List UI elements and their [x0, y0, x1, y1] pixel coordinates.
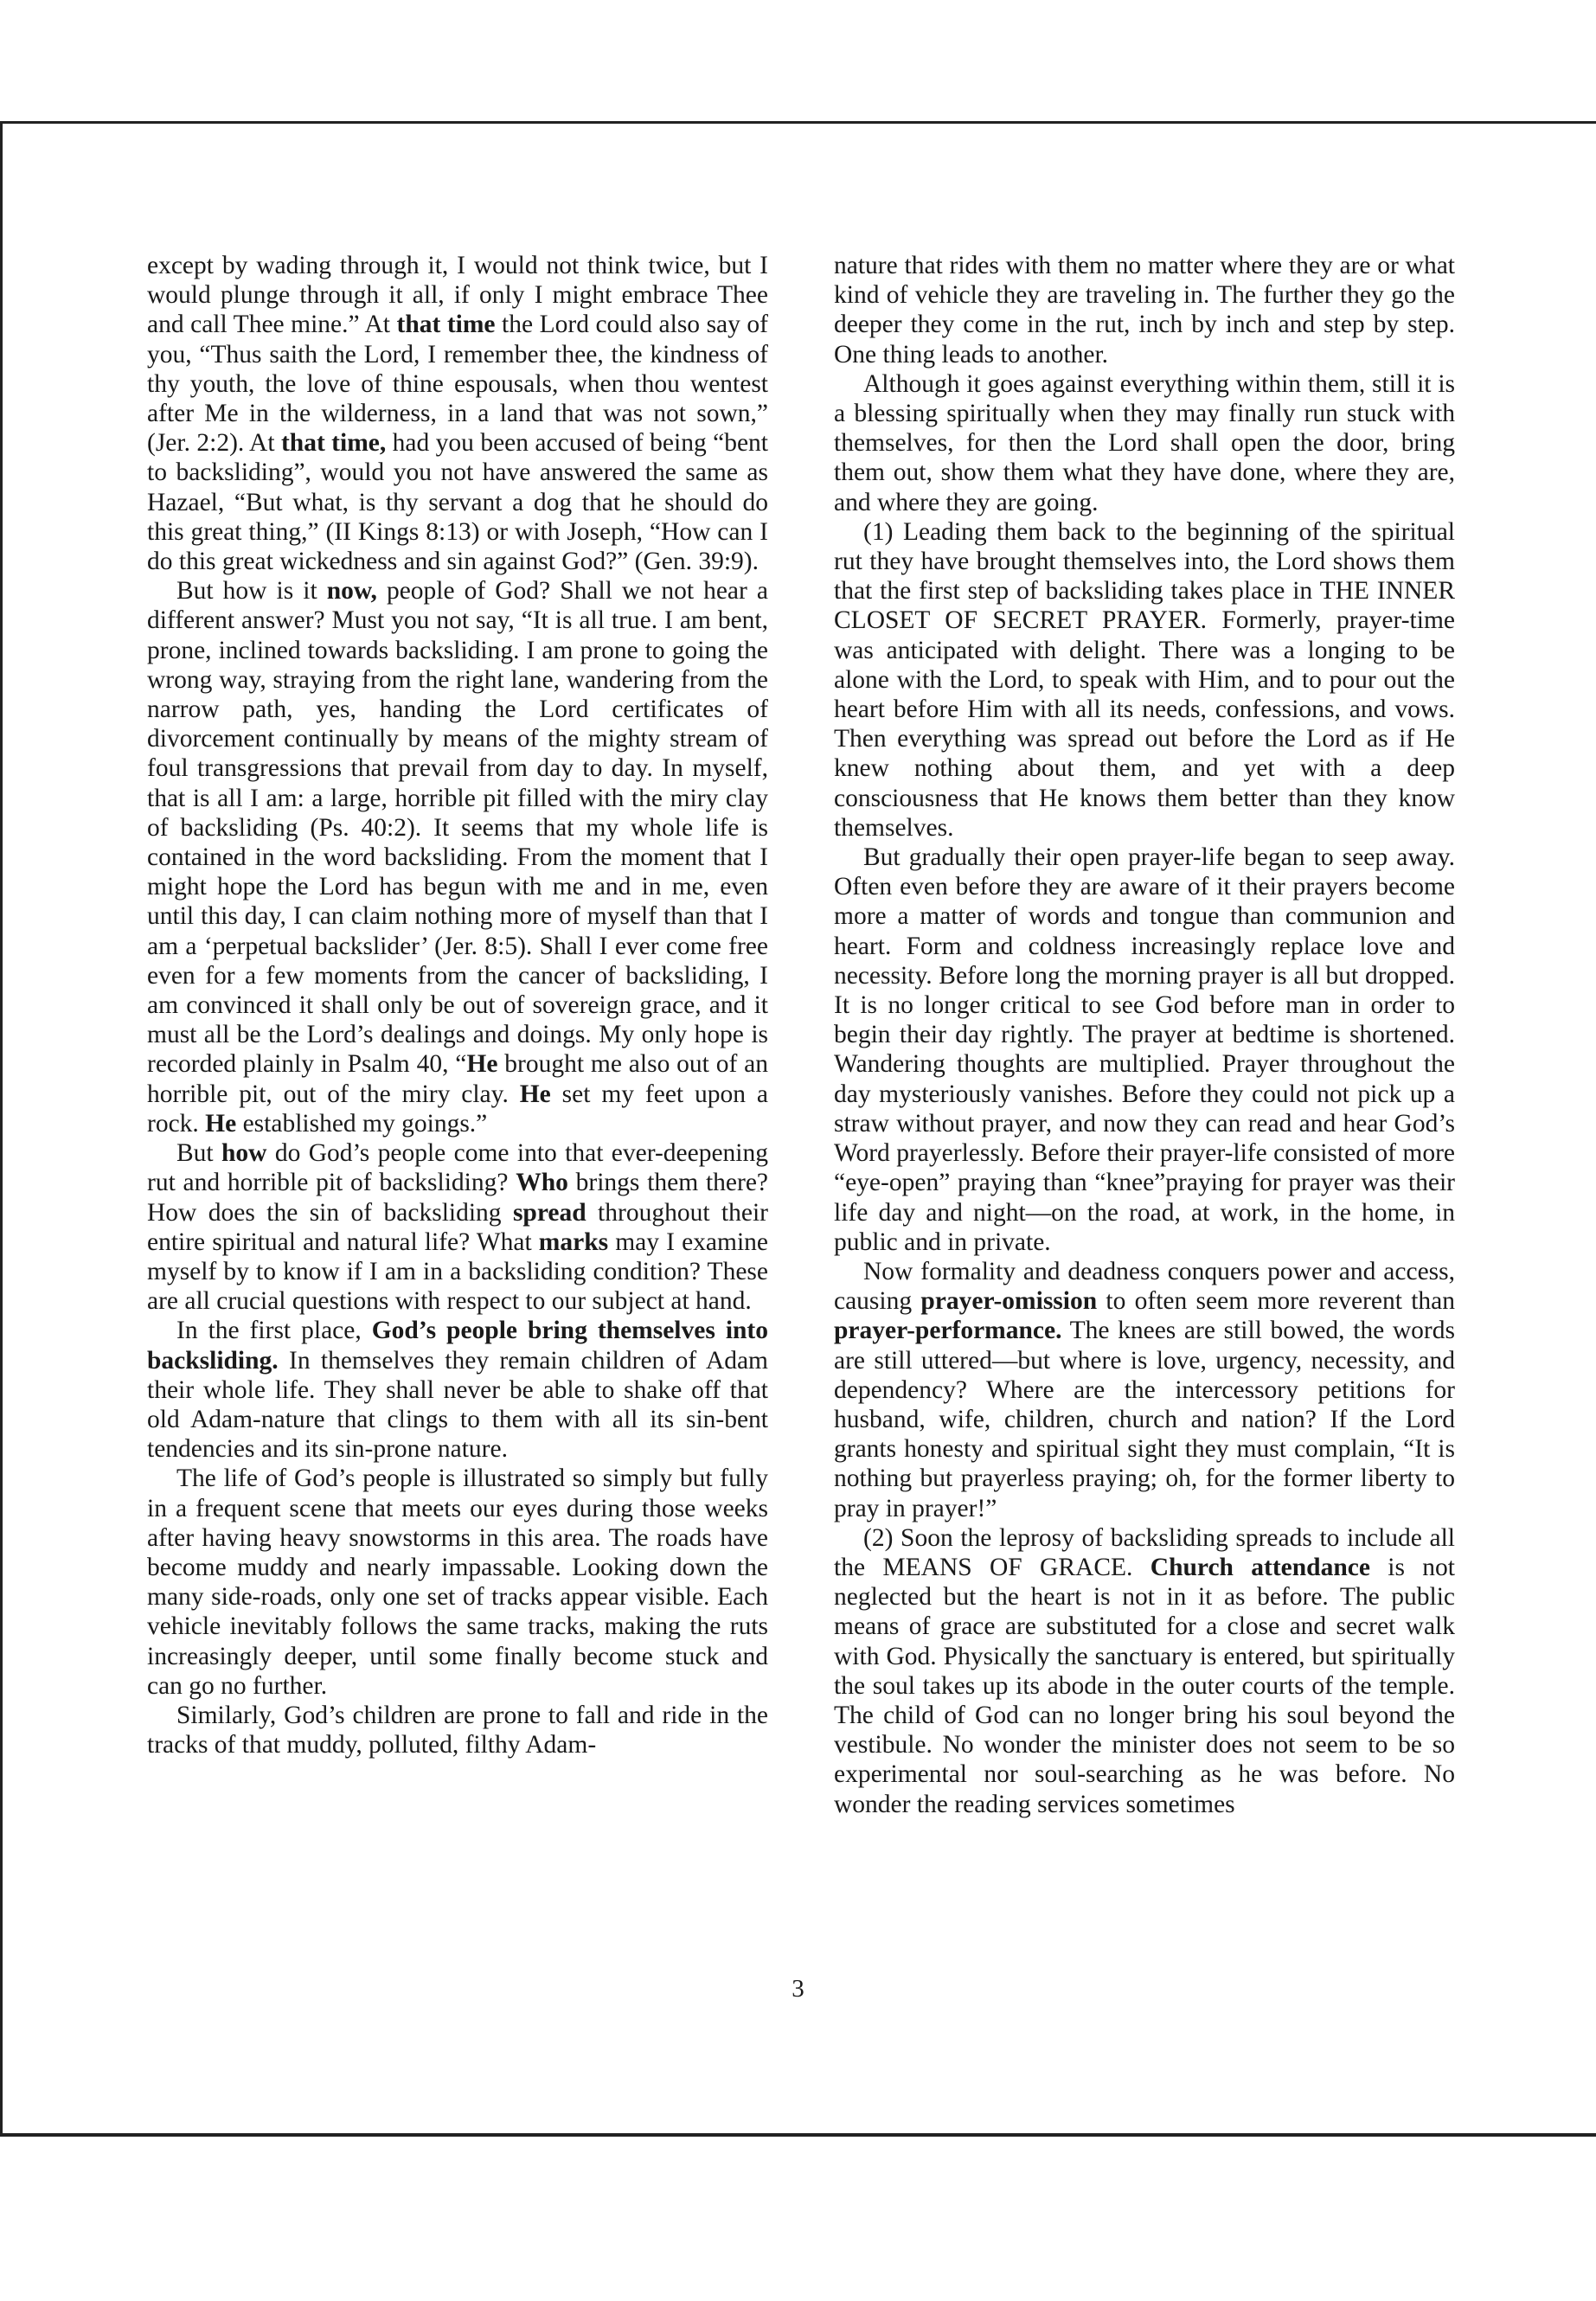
text-run: But gradually their open prayer-life began to seep away. Often even before they are aware of it their prayers become more a matter of words and tongue than communion and heart. Form and coldness increasingly replace love and necessity. Before long the morning prayer is all but dropped. It is no longer critical to see God before man in order to begin their day rightly. The prayer at bedtime is shortened. Wandering thoughts are multiplied. Prayer throughout the day mysteriously vanishes. Before they could not pick up a straw without prayer, and now they can read and hear God’s Word prayerlessly. Before their prayer-life consisted of more “eye-open” praying than “knee”praying for prayer was their life day and night—on the road, at work, in the home, in public and in private.: [834, 843, 1455, 1256]
bold-text-run: He: [205, 1109, 237, 1138]
text-run: to often seem more reverent than: [1097, 1287, 1455, 1316]
left-column-paragraph: [147, 1701, 768, 1759]
text-run: But how is it: [176, 577, 327, 606]
right-column: [834, 251, 1455, 1819]
bold-text-run: prayer-performance.: [834, 1317, 1062, 1345]
page-number: 3: [792, 1975, 804, 2003]
text-run: In themselves they remain children of Adam their whole life. They shall never be able to shake off that old Adam-nature that clings to them with all its sin-bent tendencies and its sin-prone nature.: [147, 1346, 768, 1464]
bold-text-run: Who: [516, 1169, 568, 1197]
text-run: except by wading through it, I would not think twice, but I would plunge through it all, if only I might embrace Thee and call Thee mine.” At: [147, 252, 768, 339]
left-column-paragraph: [147, 1138, 768, 1316]
text-run: is not neglected but the heart is not in it as before. The public means of grace are substituted for a close and secret walk with God. Physically the sanctuary is entered, but spiritually the soul takes up its abode in the outer courts of the temple. The child of God can no longer bring his soul beyond the vestibule. No wonder the minister does not seem to be so experimental nor soul-searching as he was before. No wonder the reading services sometimes: [834, 1553, 1456, 1818]
bold-text-run: prayer-omission: [920, 1287, 1098, 1316]
text-run: The knees are still bowed, the words are still uttered—but where is love, urgency, necessity, and dependency? Where are the intercessory petitions for husband, wife, children, church and nation? If the Lord grants honesty and spiritual sight they must complain, “It is nothing but prayerless praying; oh, for the former liberty to pray in prayer!”: [834, 1317, 1455, 1522]
bold-text-run: He: [466, 1050, 498, 1079]
bold-text-run: that time: [396, 311, 496, 339]
left-column-paragraph: [147, 576, 768, 1138]
left-column-paragraph: [147, 1316, 768, 1464]
bold-text-run: now,: [326, 577, 377, 606]
text-run: (2) Soon the leprosy of backsliding spreads to include all the MEANS OF GRACE.: [834, 1523, 1455, 1581]
text-run: brought me also out of an horrible pit, out of the miry clay.: [147, 1050, 768, 1108]
bold-text-run: that time,: [280, 429, 387, 458]
left-column-paragraph: [147, 251, 768, 576]
text-run: (1) Leading them back to the beginning of the spiritual rut they have brought themselves into, the Lord shows them that the first step of backsliding takes place in THE INNER CLOSET OF SECRET PRAYER. Formerly, prayer-time was anticipated with delight. There was a longing to be alone with the Lord, to speak with Him, and to pour out the heart before Him with all its needs, confessions, and vows. Then everything was spread out before the Lord as if He knew nothing about them, and yet with a deep consciousness that He knows them better than they know themselves.: [834, 517, 1455, 842]
text-run: do God’s people come into that ever-deepening rut and horrible pit of backsliding?: [147, 1139, 768, 1197]
text-run: had you been accused of being “bent to backsliding”, would you not have answered the same as Hazael, “But what, is thy servant a dog that he should do this great thing,” (II Kings 8:13) or with Joseph, “How can I do this great wickedness and sin against God?” (Gen. 39:9).: [147, 429, 768, 576]
right-column-paragraph: [834, 1257, 1455, 1523]
bold-text-run: how: [221, 1139, 267, 1168]
text-run: established my goings.”: [236, 1109, 488, 1138]
bold-text-run: He: [519, 1080, 551, 1108]
text-run: set my feet upon a rock.: [147, 1080, 768, 1138]
text-run: may I examine myself by to know if I am in a backsliding condition? These are all crucial questions with respect to our subject at hand.: [147, 1227, 768, 1316]
right-column-paragraph: [834, 251, 1455, 369]
text-run: throughout their entire spiritual and natural life? What: [147, 1198, 768, 1256]
bold-text-run: spread: [512, 1198, 586, 1227]
text-run: the Lord could also say of you, “Thus saith the Lord, I remember thee, the kindness of thy youth, the love of thine espousals, when thou wentest after Me in the wilderness, in a land that was not sown,” (Jer. 2:2). At: [147, 311, 768, 458]
text-run: people of God? Shall we not hear a different answer? Must you not say, “It is all true. I am bent, prone, inclined towards backsliding. I am prone to going the wrong way, straying from the right lane, wandering from the narrow path, yes, handing the Lord certificates of divorcement continually by means of the mighty stream of foul transgressions that prevail from day to day. In myself, that is all I am: a large, horrible pit filled with the miry clay of backsliding (Ps. 40:2). It seems that my whole life is contained in the word backsliding. From the moment that I might hope the Lord has begun with me and in me, even until this day, I can claim nothing more of myself than that I am a ‘perpetual backslider’ (Jer. 8:5). Shall I ever come free even for a few moments from the cancer of backsliding, I am convinced it shall only be out of sovereign grace, and it must all be the Lord’s dealings and doings. My only hope is recorded plainly in Psalm 40, “: [147, 577, 768, 1079]
right-column-paragraph: [834, 517, 1455, 843]
bold-text-run: God’s people bring themselves into backsliding.: [147, 1317, 768, 1375]
text-run: Although it goes against everything within them, still it is a blessing spiritually when they may finally run stuck with themselves, for then the Lord shall open the door, bring them out, show them what they have done, where they are, and where they are going.: [834, 369, 1455, 516]
right-column-paragraph: [834, 1523, 1455, 1819]
text-run: The life of God’s people is illustrated so simply but fully in a frequent scene that meets our eyes during those weeks after having heavy snowstorms in this area. The roads have become muddy and nearly impassable. Looking down the many side-roads, only one set of tracks appear visible. Each vehicle inevitably follows the same tracks, making the ruts increasingly deeper, until some finally become stuck and can go no further.: [147, 1465, 768, 1700]
text-run: But: [176, 1139, 222, 1168]
text-run: brings them there? How does the sin of backsliding: [147, 1169, 768, 1227]
bold-text-run: Church attendance: [1150, 1553, 1370, 1581]
right-column-paragraph: [834, 843, 1455, 1257]
text-run: nature that rides with them no matter where they are or what kind of vehicle they are traveling in. The further they go the deeper they come in the rut, inch by inch and step by step. One thing leads to another.: [834, 252, 1455, 369]
text-run: Similarly, God’s children are prone to fall and ride in the tracks of that muddy, polluted, filthy Adam-: [147, 1701, 768, 1759]
bold-text-run: marks: [538, 1227, 609, 1256]
right-column-paragraph: [834, 369, 1455, 517]
text-run: Now formality and deadness conquers power and access, causing: [834, 1257, 1455, 1316]
left-column-paragraph: [147, 1464, 768, 1701]
text-run: In the first place,: [176, 1317, 372, 1345]
left-column: [147, 251, 768, 1759]
